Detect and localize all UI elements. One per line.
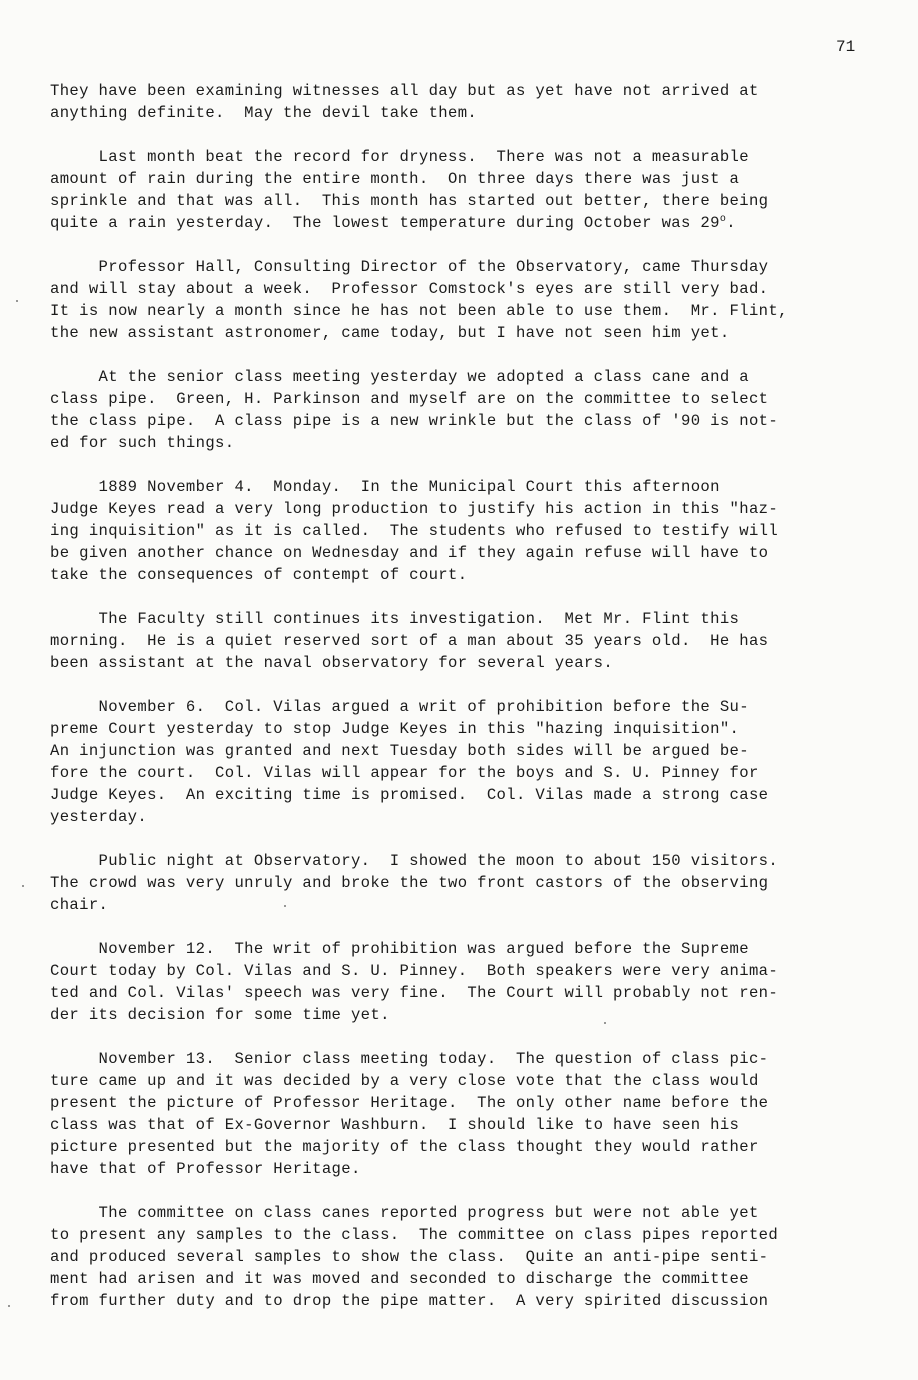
text-line: chair. (50, 896, 109, 914)
text-line: ed for such things. (50, 434, 235, 452)
degree-superscript: o (719, 213, 727, 225)
text-line: to present any samples to the class. The committee on class pipes reported (50, 1226, 779, 1244)
text-line: Court today by Col. Vilas and S. U. Pinney. Both speakers were very anima- (50, 962, 779, 980)
paragraph (50, 476, 900, 586)
text-line: have that of Professor Heritage. (50, 1160, 361, 1178)
scan-speck (22, 885, 24, 887)
text-line: November 13. Senior class meeting today. The question of class pic- (50, 1050, 769, 1068)
paragraph (50, 608, 900, 674)
text-line: fore the court. Col. Vilas will appear for the boys and S. U. Pinney for (50, 764, 759, 782)
scan-speck (8, 1305, 10, 1307)
paragraph (50, 938, 900, 1026)
text-line: ment had arisen and it was moved and seconded to discharge the committee (50, 1270, 749, 1288)
text-line: be given another chance on Wednesday and if they again refuse will have to (50, 544, 769, 562)
page-body (50, 80, 900, 1334)
text-line: preme Court yesterday to stop Judge Keyes in this "hazing inquisition". (50, 720, 740, 738)
text-line: Last month beat the record for dryness. There was not a measurable (50, 148, 749, 166)
text-line: Professor Hall, Consulting Director of the Observatory, came Thursday (50, 258, 769, 276)
text-line: ing inquisition" as it is called. The students who refused to testify will (50, 522, 779, 540)
paragraph (50, 366, 900, 454)
text-line: amount of rain during the entire month. On three days there was just a (50, 170, 740, 188)
text-line-with-degree (50, 212, 900, 234)
text-line: the class pipe. A class pipe is a new wrinkle but the class of '90 is not- (50, 412, 779, 430)
paragraph (50, 1202, 900, 1312)
text-line: They have been examining witnesses all day but as yet have not arrived at (50, 82, 759, 100)
paragraph (50, 1048, 900, 1180)
text-line: from further duty and to drop the pipe matter. A very spirited discussion (50, 1292, 769, 1310)
text-line: class was that of Ex-Governor Washburn. I should like to have seen his (50, 1116, 740, 1134)
text-line: The Faculty still continues its investigation. Met Mr. Flint this (50, 610, 740, 628)
text-line: November 12. The writ of prohibition was argued before the Supreme (50, 940, 749, 958)
text-line: morning. He is a quiet reserved sort of a man about 35 years old. He has (50, 632, 769, 650)
text-line: anything definite. May the devil take them. (50, 104, 478, 122)
text-line: ture came up and it was decided by a very close vote that the class would (50, 1072, 759, 1090)
text-line: been assistant at the naval observatory for several years. (50, 654, 614, 672)
scan-speck (284, 905, 286, 907)
text-line: At the senior class meeting yesterday we adopted a class cane and a (50, 368, 749, 386)
text-line: ted and Col. Vilas' speech was very fine. The Court will probably not ren- (50, 984, 779, 1002)
text-line: An injunction was granted and next Tuesday both sides will be argued be- (50, 742, 749, 760)
text-line: Public night at Observatory. I showed the moon to about 150 visitors. (50, 852, 779, 870)
text-line: take the consequences of contempt of court. (50, 566, 468, 584)
text-line: Judge Keyes read a very long production to justify his action in this "haz- (50, 500, 779, 518)
page-number: 71 (836, 38, 856, 56)
paragraph (50, 850, 900, 916)
text-line: yesterday. (50, 808, 148, 826)
text-line: der its decision for some time yet. (50, 1006, 390, 1024)
text-line: 1889 November 4. Monday. In the Municipal Court this afternoon (50, 478, 720, 496)
text-line: quite a rain yesterday. The lowest temperature during October was 29 (50, 214, 720, 232)
paragraph (50, 80, 900, 124)
text-line: The crowd was very unruly and broke the two front castors of the observing (50, 874, 769, 892)
paragraph (50, 146, 900, 234)
text-line: It is now nearly a month since he has not been able to use them. Mr. Flint, (50, 302, 788, 320)
scan-speck (604, 1022, 606, 1024)
text-line: The committee on class canes reported progress but were not able yet (50, 1204, 759, 1222)
text-line: picture presented but the majority of the class thought they would rather (50, 1138, 759, 1156)
text-line: the new assistant astronomer, came today, but I have not seen him yet. (50, 324, 730, 342)
paragraph (50, 696, 900, 828)
text-line: and produced several samples to show the class. Quite an anti-pipe senti- (50, 1248, 769, 1266)
text-line: present the picture of Professor Heritage. The only other name before the (50, 1094, 769, 1112)
sentence-end: . (726, 214, 736, 232)
text-line: sprinkle and that was all. This month has started out better, there being (50, 192, 769, 210)
text-line: Judge Keyes. An exciting time is promised. Col. Vilas made a strong case (50, 786, 769, 804)
paragraph (50, 256, 900, 344)
scan-speck (16, 300, 18, 302)
text-line: and will stay about a week. Professor Comstock's eyes are still very bad. (50, 280, 769, 298)
text-line: November 6. Col. Vilas argued a writ of prohibition before the Su- (50, 698, 749, 716)
text-line: class pipe. Green, H. Parkinson and myself are on the committee to select (50, 390, 769, 408)
